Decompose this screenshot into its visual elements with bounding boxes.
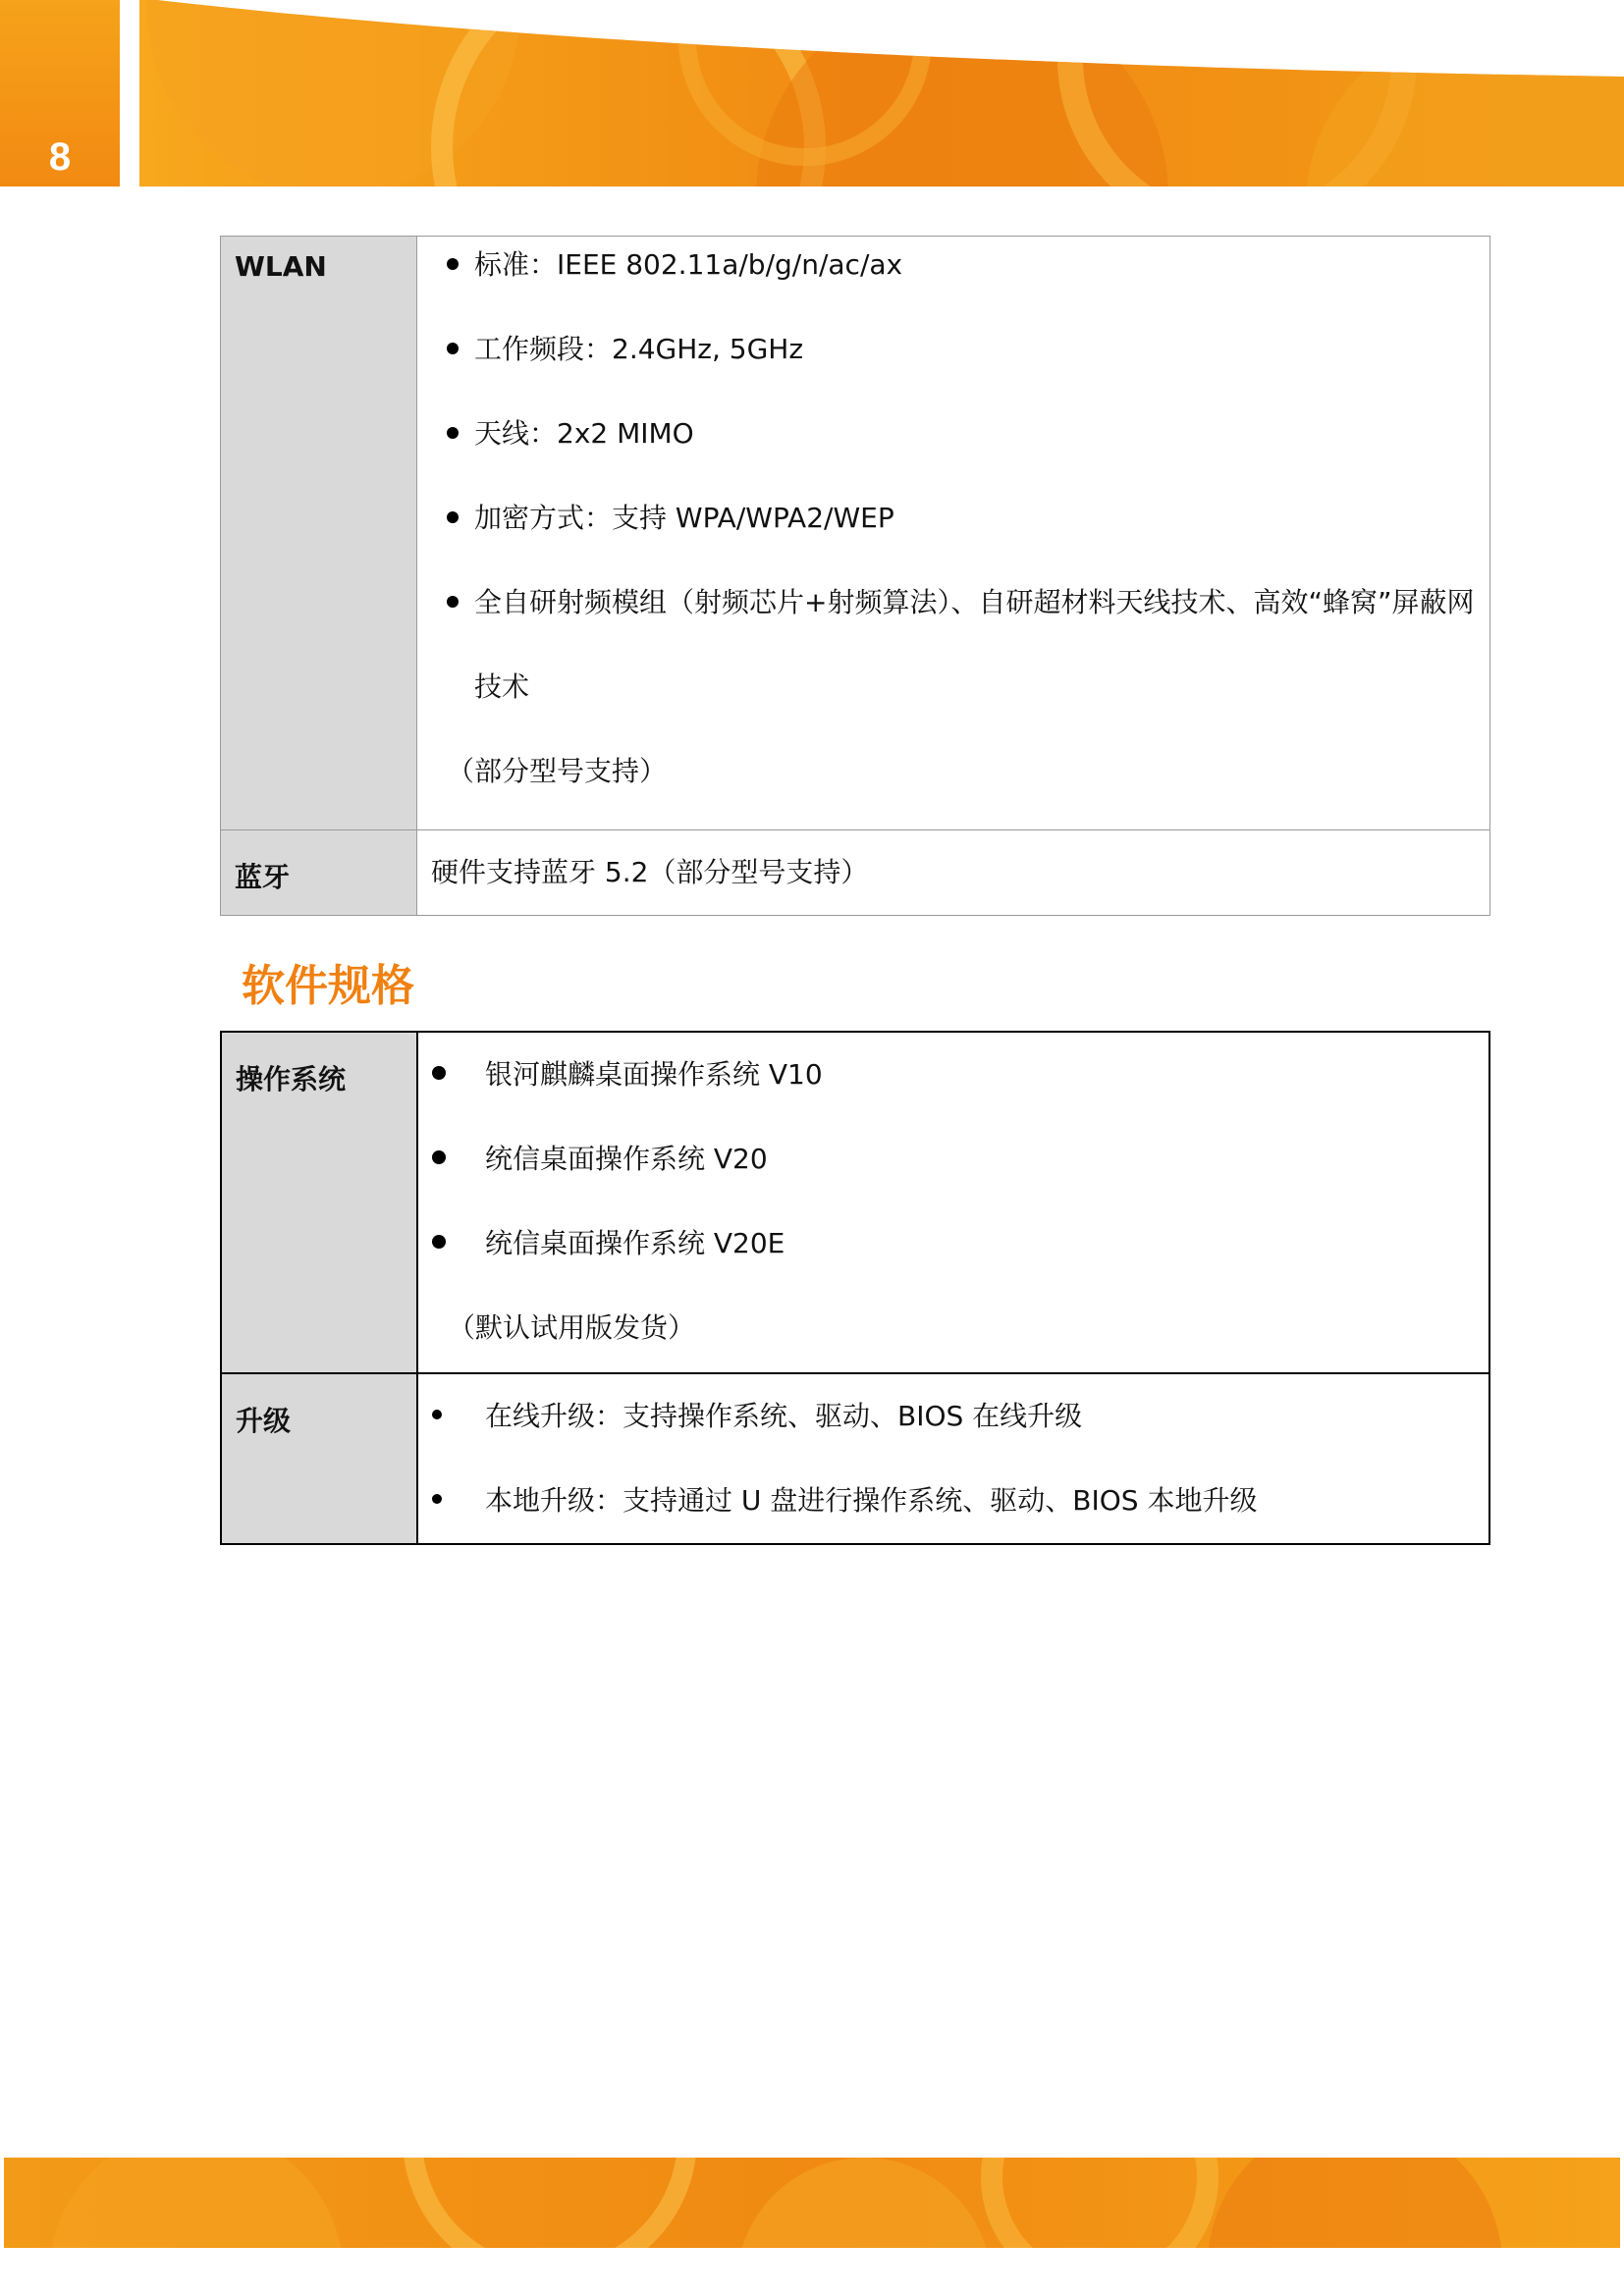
footer-banner	[0, 2158, 1624, 2248]
upgrade-value-cell	[417, 1373, 1489, 1544]
wlan-standard: 标准：IEEE 802.11a/b/g/n/ac/ax	[474, 248, 903, 281]
section-heading-software: 软件规格	[242, 961, 414, 1011]
table-row-os	[221, 1032, 1489, 1373]
list-item	[417, 223, 1489, 307]
bluetooth-value-cell	[417, 830, 1490, 916]
upgrade-local: 本地升级：支持通过 U 盘进行操作系统、驱动、BIOS 本地升级	[485, 1484, 1258, 1517]
list-item	[418, 1459, 1489, 1543]
wlan-rf-module: 全自研射频模组（射频芯片+射频算法）、自研超材料天线技术、高效“蜂窝”屏蔽网	[474, 586, 1475, 618]
list-item	[417, 392, 1489, 476]
bullet-icon	[432, 1066, 446, 1080]
os-uos-v20e: 统信桌面操作系统 V20E	[485, 1227, 785, 1259]
bullet-icon	[432, 1235, 446, 1249]
list-item	[418, 1374, 1489, 1459]
table-row-wlan	[221, 237, 1490, 830]
header-banner	[0, 0, 1624, 192]
page-number-tab	[0, 0, 120, 187]
bullet-icon	[447, 343, 459, 354]
wlan-frequency: 工作频段：2.4GHz, 5GHz	[474, 333, 804, 365]
list-item	[417, 307, 1489, 392]
list-item	[418, 1201, 1489, 1286]
row-label-upgrade: 升级	[221, 1373, 417, 1544]
row-label-wlan: WLAN	[221, 237, 417, 830]
bullet-icon	[432, 1150, 446, 1164]
bullet-icon	[447, 258, 459, 270]
page-number: 8	[48, 135, 72, 179]
bluetooth-value: 硬件支持蓝牙 5.2（部分型号支持）	[431, 856, 869, 888]
bullet-icon	[447, 427, 459, 439]
bullet-icon	[447, 511, 459, 523]
os-kylin: 银河麒麟桌面操作系统 V10	[485, 1058, 823, 1091]
wlan-note	[417, 729, 1489, 814]
list-item	[417, 476, 1489, 561]
hardware-spec-table	[220, 236, 1490, 916]
list-item	[418, 1033, 1489, 1117]
os-uos-v20: 统信桌面操作系统 V20	[485, 1143, 768, 1175]
table-row-upgrade	[221, 1373, 1489, 1544]
row-label-bluetooth: 蓝牙	[221, 830, 417, 916]
wlan-encryption: 加密方式：支持 WPA/WPA2/WEP	[474, 502, 894, 534]
bullet-icon	[447, 596, 459, 608]
row-label-os: 操作系统	[221, 1032, 417, 1373]
os-note-text: （默认试用版发货）	[448, 1311, 696, 1344]
bullet-icon	[432, 1494, 442, 1504]
list-item	[418, 1117, 1489, 1201]
wlan-rf-module-continuation: 技术	[474, 670, 530, 703]
table-row-bluetooth	[221, 830, 1490, 916]
header-orange-swirl-graphic	[0, 0, 1624, 192]
wlan-antenna: 天线：2x2 MIMO	[474, 417, 694, 450]
software-spec-table	[220, 1031, 1490, 1545]
os-value-cell	[417, 1032, 1489, 1373]
wlan-note-text: （部分型号支持）	[447, 755, 668, 787]
list-item-continuation	[417, 645, 1489, 729]
upgrade-online: 在线升级：支持操作系统、驱动、BIOS 在线升级	[485, 1400, 1083, 1432]
bullet-icon	[432, 1410, 442, 1419]
os-note	[418, 1286, 1489, 1370]
list-item	[417, 561, 1489, 645]
footer-orange-swirl-graphic	[0, 2158, 1624, 2248]
wlan-value-cell	[417, 237, 1490, 830]
